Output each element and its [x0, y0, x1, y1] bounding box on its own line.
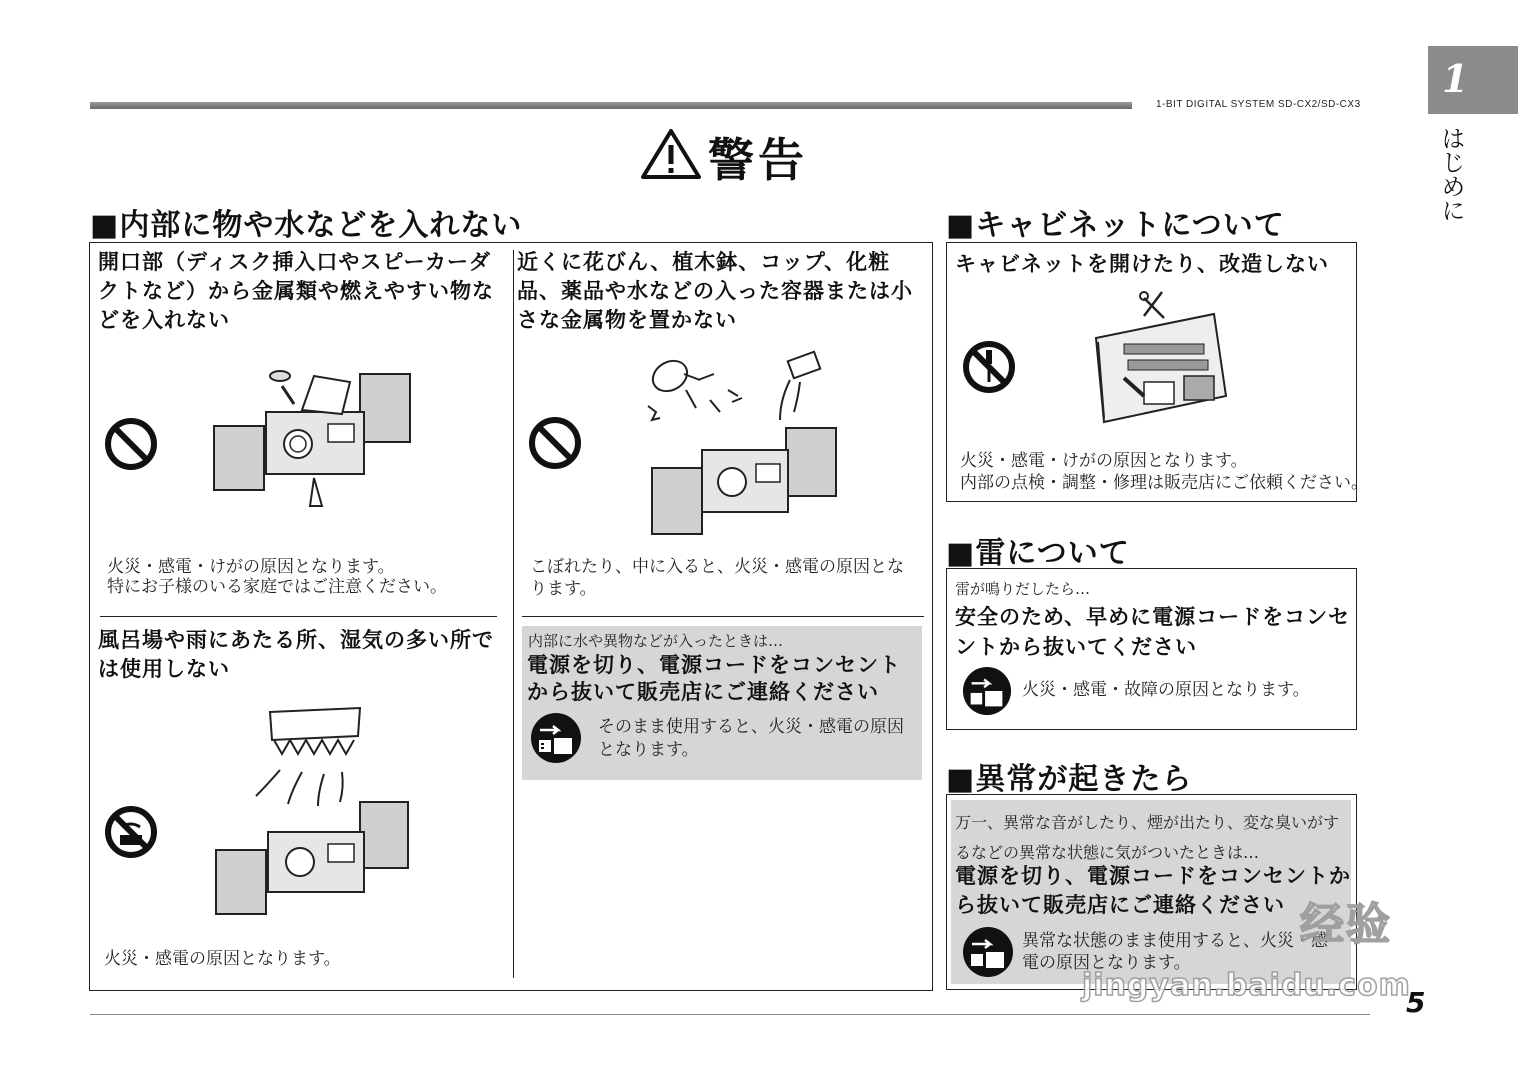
abnormal-note: 異常な状態のまま使用すると、火災・感電の原因となります。	[1022, 931, 1328, 973]
thunder-bold: 安全のため、早めに電源コードをコンセントから抜いてください	[955, 605, 1351, 659]
col2-title: 近くに花びん、植木鉢、コップ、化粧品、薬品や水などの入った容器または小さな金属物を置かない	[517, 250, 913, 332]
col1-divider	[100, 616, 497, 617]
section-objects-heading: ■内部に物や水などを入れない	[90, 208, 523, 243]
inside-water-small: 内部に水や異物などが入ったときは…	[528, 632, 784, 650]
unplug-icon-2	[962, 666, 1012, 716]
abnormal-small: 万一、異常な音がしたり、煙が出たり、変な臭いがするなどの異常な状態に気がついたときは…	[955, 813, 1340, 862]
col2-note: こぼれたり、中に入ると、火災・感電の原因となります。	[530, 557, 904, 599]
watermark-brand: 经验	[1300, 899, 1392, 950]
header-rule	[90, 102, 1132, 109]
column-divider	[513, 250, 514, 978]
col1-title: 開口部（ディスク挿入口やスピーカーダクトなど）から金属類や燃えやすい物などを入れない	[98, 250, 494, 332]
inside-water-note: そのまま使用すると、火災・感電の原因となります。	[598, 717, 904, 760]
no-water-icon	[104, 805, 158, 859]
unplug-icon	[530, 712, 582, 764]
unplug-icon-3	[962, 926, 1014, 978]
watermark-url: jingyan.baidu.com	[1082, 968, 1411, 1003]
title-text: 警告	[708, 133, 808, 187]
chapter-label: はじめに	[1437, 126, 1465, 222]
thunder-note: 火災・感電・故障の原因となります。	[1022, 680, 1310, 700]
col1-note-2: 特にお子様のいる家庭ではご注意ください。	[107, 577, 447, 597]
vase-cup-stereo-illustration	[640, 350, 840, 540]
section-thunder-heading: ■雷について	[946, 536, 1130, 571]
prohibited-icon	[104, 417, 158, 471]
col3-note: 火災・感電の原因となります。	[104, 949, 341, 969]
chapter-tab	[1428, 46, 1518, 114]
col2-divider	[522, 616, 924, 617]
prohibited-icon-2	[528, 416, 582, 470]
section-cabinet-heading: ■キャビネットについて	[946, 208, 1285, 243]
stereo-with-objects-illustration	[210, 366, 420, 516]
warning-triangle-icon	[640, 128, 702, 180]
col1-note-1: 火災・感電・けがの原因となります。	[107, 557, 395, 577]
section-abnormal-heading: ■異常が起きたら	[946, 762, 1193, 797]
model-line: 1-BIT DIGITAL SYSTEM SD-CX2/SD-CX3	[1156, 99, 1361, 110]
col3-title: 風呂場や雨にあたる所、湿気の多い所では使用しない	[98, 628, 494, 681]
abnormal-bold: 電源を切り、電源コードをコンセントから抜いて販売店にご連絡ください	[955, 864, 1351, 917]
page-number: 5	[1406, 986, 1426, 1019]
cabinet-note-1: 火災・感電・けがの原因となります。	[960, 451, 1248, 471]
footer-rule	[90, 1014, 1370, 1015]
cabinet-title: キャビネットを開けたり、改造しない	[955, 252, 1329, 276]
bathroom-stereo-illustration	[210, 706, 420, 921]
no-disassembly-icon	[962, 340, 1016, 394]
inside-water-bold: 電源を切り、電源コードをコンセントから抜いて販売店にご連絡ください	[527, 653, 901, 704]
cabinet-note-2: 内部の点検・調整・修理は販売店にご依頼ください。	[960, 473, 1368, 493]
chapter-number: 1	[1442, 56, 1469, 101]
cabinet-open-illustration	[1084, 286, 1234, 436]
thunder-small: 雷が鳴りだしたら…	[955, 580, 1091, 598]
